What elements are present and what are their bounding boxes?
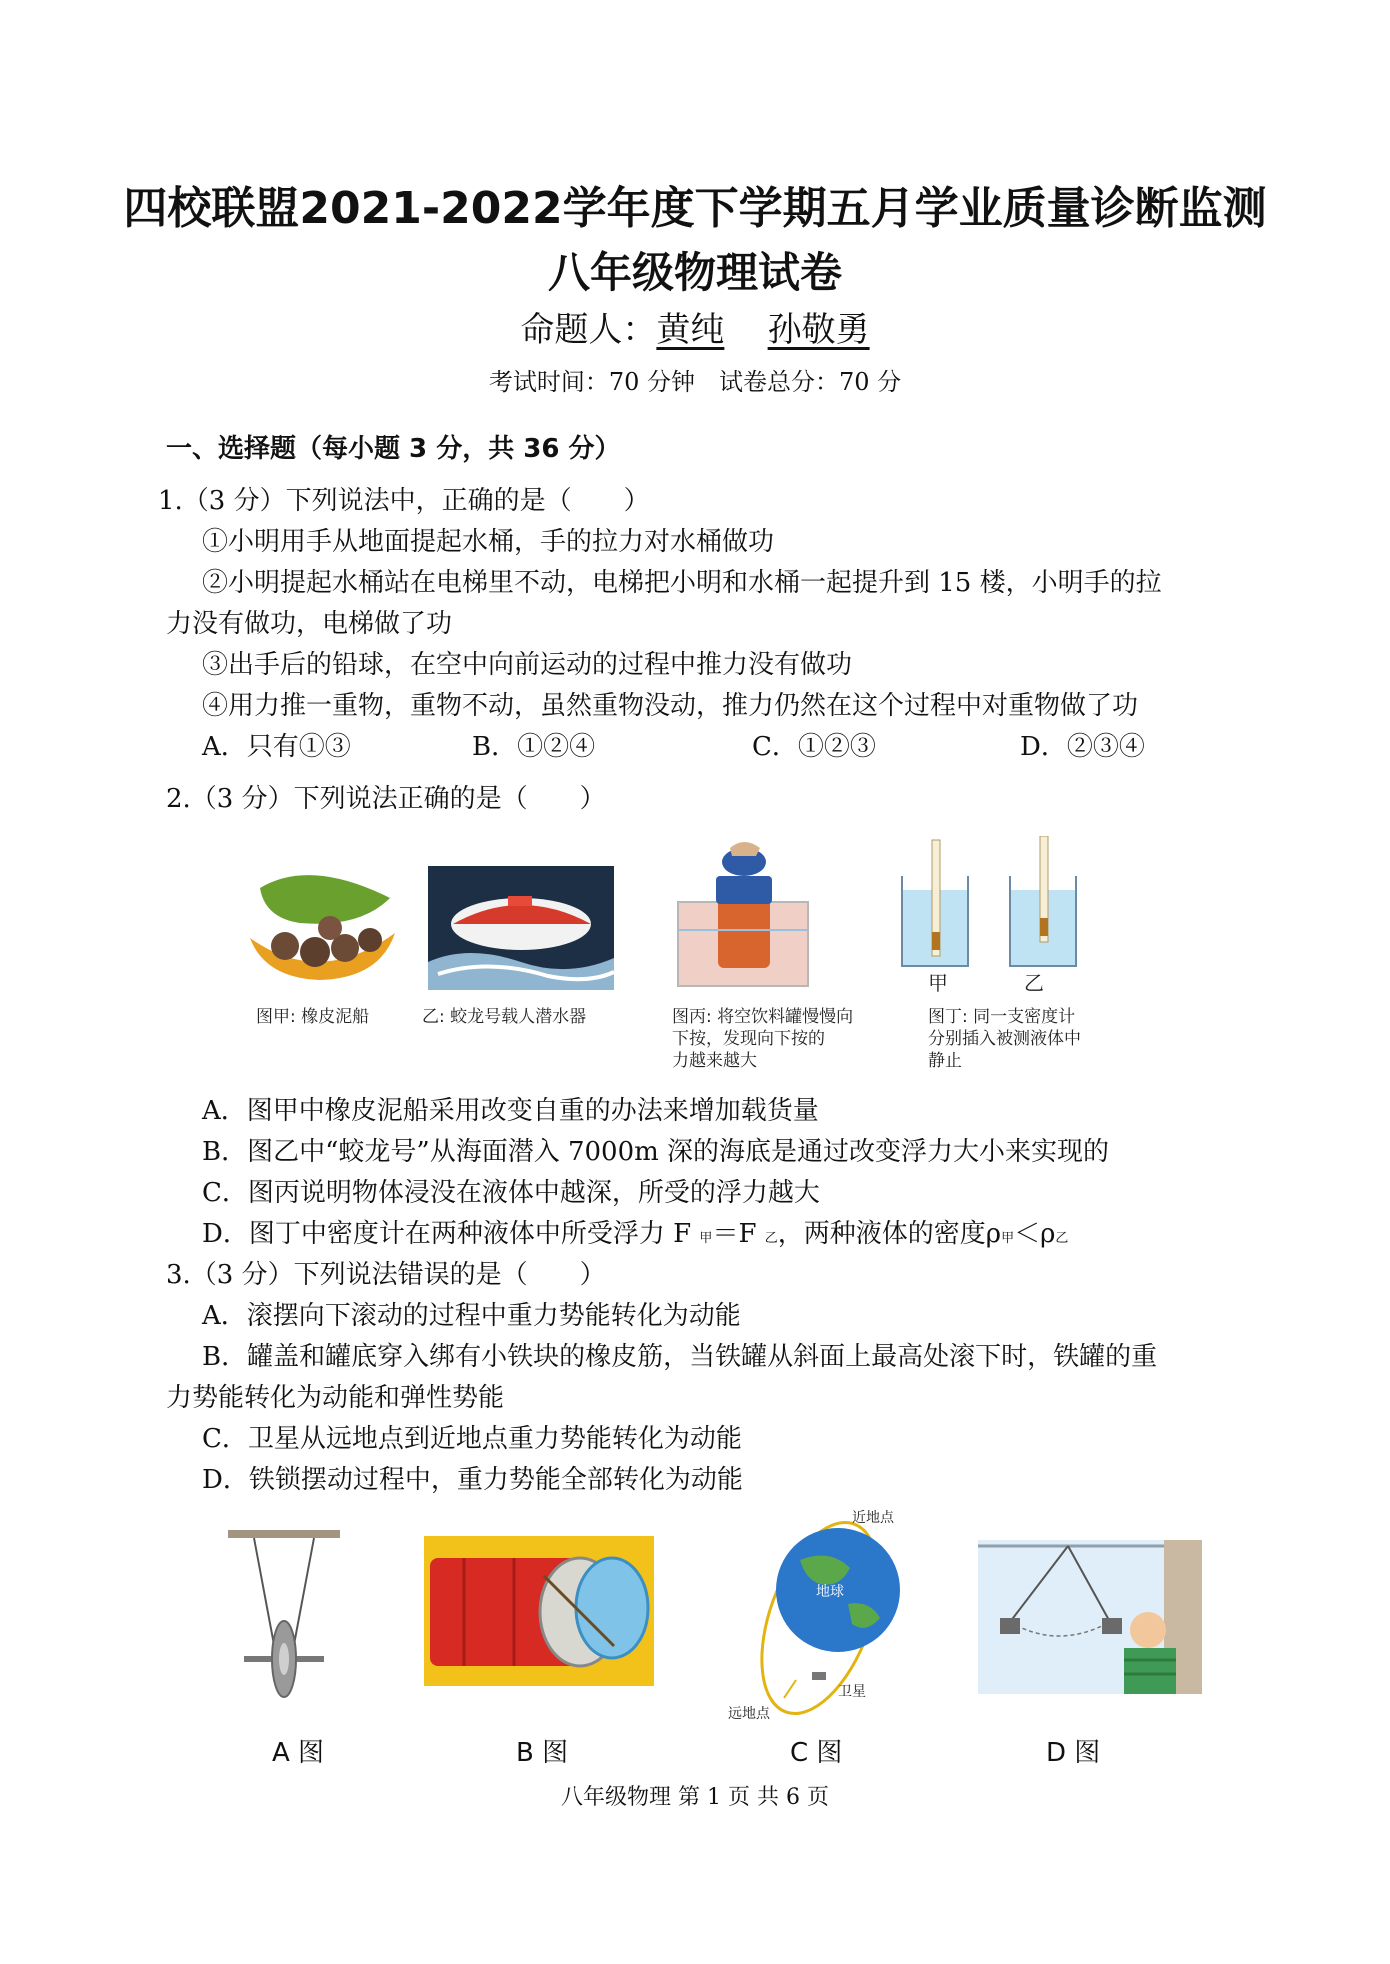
q3-stem: 3.（3 分）下列说法错误的是（ ） — [166, 1260, 606, 1290]
fig-c-label: C 图 — [790, 1738, 843, 1768]
q2-option-d-text-4: ＜ρ — [1014, 1219, 1056, 1249]
q3-option-b-1: B．罐盖和罐底穿入绑有小铁块的橡皮筋，当铁罐从斜面上最高处滚下时，铁罐的重 — [202, 1342, 1158, 1372]
q2-stem: 2.（3 分）下列说法正确的是（ ） — [166, 784, 606, 814]
q1-statement-2a: ②小明提起水桶站在电梯里不动，电梯把小明和水桶一起提升到 15 楼，小明手的拉 — [202, 568, 1162, 598]
q3-option-c: C．卫星从远地点到近地点重力势能转化为动能 — [202, 1424, 742, 1454]
q1-statement-3: ③出手后的铅球，在空中向前运动的过程中推力没有做功 — [202, 650, 853, 680]
iron-lock-pendulum-figure — [978, 1540, 1202, 1694]
q1-statement-4: ④用力推一重物，重物不动，虽然重物没动，推力仍然在这个过程中对重物做了功 — [202, 691, 1139, 721]
q2-option-c: C．图丙说明物体浸没在液体中越深，所受的浮力越大 — [202, 1178, 820, 1208]
fig-bing-caption-1: 图丙: 将空饮料罐慢慢向 — [672, 1007, 854, 1027]
apogee-label: 远地点 — [728, 1706, 770, 1722]
fig-a-label: A 图 — [272, 1738, 325, 1768]
section-heading: 一、选择题（每小题 3 分，共 36 分） — [166, 434, 621, 464]
q2-option-d-text-1: D．图丁中密度计在两种液体中所受浮力 F — [202, 1219, 700, 1249]
satellite-label: 卫星 — [838, 1684, 866, 1700]
page-footer: 八年级物理 第 1 页 共 6 页 — [561, 1785, 829, 1810]
q2-option-d-sub-4: 乙 — [1055, 1231, 1069, 1246]
submersible-figure — [428, 866, 614, 990]
q2-option-d-sub-1: 甲 — [699, 1231, 713, 1246]
q2-option-d — [202, 1213, 1068, 1250]
fig-jia-caption: 图甲: 橡皮泥船 — [256, 1007, 370, 1027]
q1-statement-2b: 力没有做功，电梯做了功 — [166, 609, 453, 639]
fig-ding-label-yi: 乙 — [1024, 971, 1044, 995]
q1-option-c: C．①②③ — [752, 732, 876, 762]
author-2: 孙敬勇 — [767, 310, 870, 350]
q2-option-a: A．图甲中橡皮泥船采用改变自重的办法来增加载货量 — [202, 1096, 819, 1126]
fig-d-label: D 图 — [1046, 1738, 1101, 1768]
fig-ding-label-jia: 甲 — [928, 971, 948, 995]
hydrometer-figure — [896, 836, 1086, 970]
fig-ding-caption-3: 静止 — [928, 1051, 962, 1071]
earth-label: 地球 — [816, 1584, 844, 1600]
authors-line — [0, 302, 1390, 351]
q1-option-d: D．②③④ — [1020, 732, 1145, 762]
fig-ding-caption-2: 分别插入被测液体中 — [928, 1029, 1081, 1049]
exam-info: 考试时间：70 分钟 试卷总分：70 分 — [488, 368, 902, 396]
fig-b-label: B 图 — [516, 1738, 569, 1768]
q2-option-b: B．图乙中“蛟龙号”从海面潜入 7000m 深的海底是通过改变浮力大小来实现的 — [202, 1137, 1110, 1167]
fig-yi-caption: 乙: 蛟龙号载人潜水器 — [422, 1007, 587, 1027]
q1-option-b: B．①②④ — [472, 732, 596, 762]
rolling-can-figure — [424, 1536, 654, 1686]
q3-option-b-2: 力势能转化为动能和弹性势能 — [166, 1383, 505, 1413]
fig-bing-caption-2: 下按，发现向下按的 — [672, 1029, 825, 1049]
q2-option-d-sub-3: 甲 — [1001, 1231, 1015, 1246]
maxwell-wheel-figure — [224, 1526, 344, 1706]
authors-label: 命题人： — [520, 310, 657, 350]
q3-option-d: D．铁锁摆动过程中，重力势能全部转化为动能 — [202, 1465, 743, 1495]
q2-option-d-text-2: ＝F — [712, 1219, 765, 1249]
q2-option-d-sub-2: 乙 — [764, 1231, 778, 1246]
can-in-water-figure — [668, 832, 818, 992]
exam-title: 四校联盟2021-2022学年度下学期五月学业质量诊断监测 — [123, 183, 1267, 234]
author-1: 黄纯 — [656, 310, 725, 350]
fig-bing-caption-3: 力越来越大 — [672, 1051, 757, 1071]
q2-option-d-text-3: ，两种液体的密度ρ — [777, 1219, 1002, 1249]
q3-option-a: A．滚摆向下滚动的过程中重力势能转化为动能 — [202, 1301, 741, 1331]
exam-subtitle: 八年级物理试卷 — [547, 248, 842, 297]
clay-boat-figure — [240, 868, 400, 988]
fig-ding-caption-1: 图丁: 同一支密度计 — [928, 1007, 1076, 1027]
perigee-label: 近地点 — [852, 1510, 894, 1526]
satellite-orbit-figure — [720, 1508, 920, 1724]
q1-option-a: A．只有①③ — [202, 732, 351, 762]
q1-stem: 1.（3 分）下列说法中，正确的是（ ） — [158, 486, 650, 516]
q1-statement-1: ①小明用手从地面提起水桶，手的拉力对水桶做功 — [202, 527, 775, 557]
